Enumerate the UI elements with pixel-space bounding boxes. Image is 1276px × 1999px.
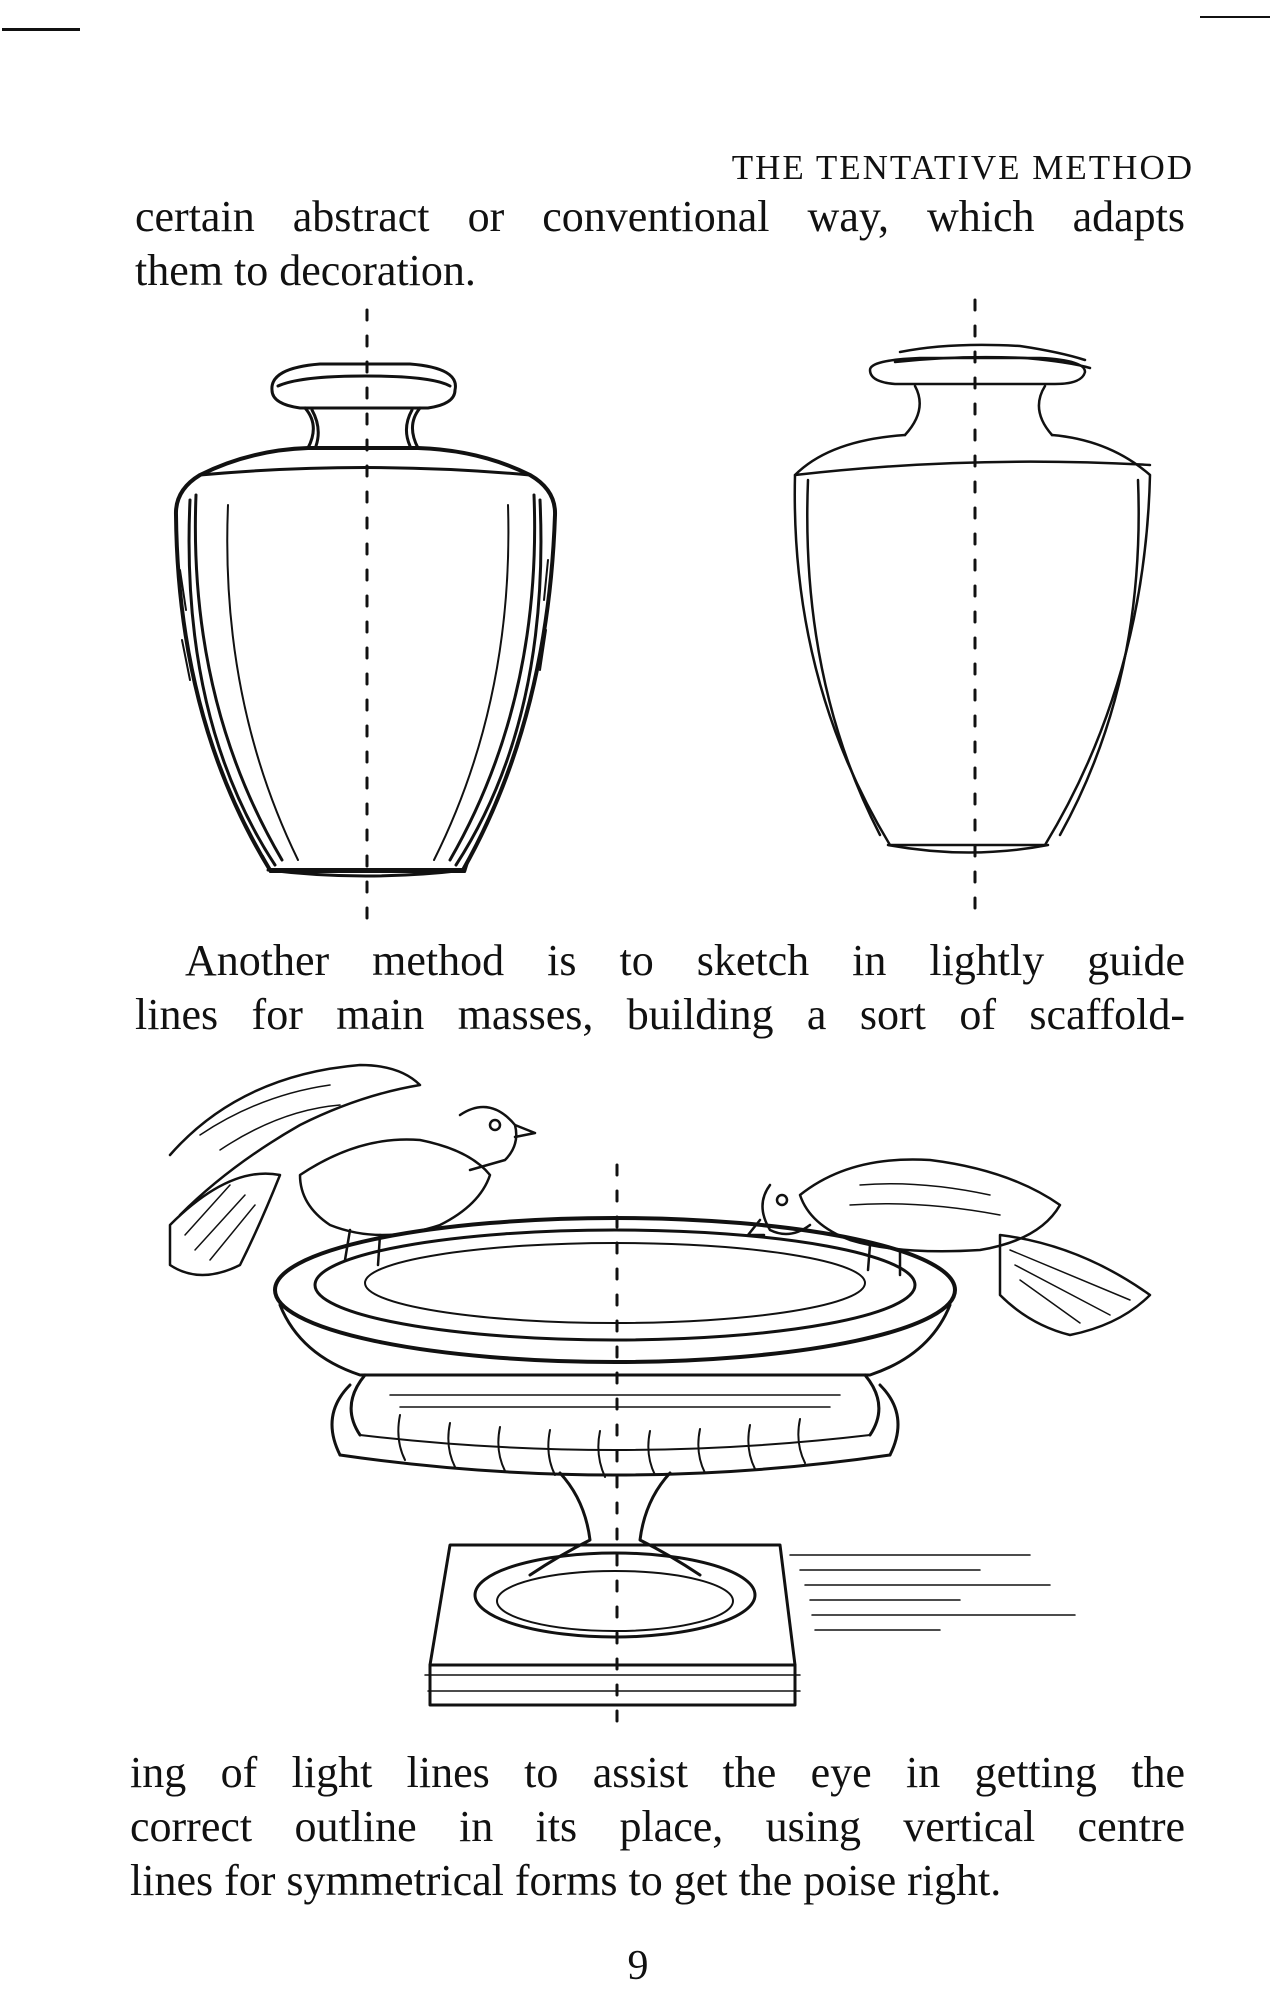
birdbath-bowl-illustration [275, 1218, 955, 1637]
paragraph-line: Another method is to sketch in lightly guide [185, 936, 1185, 985]
running-head: THE TENTATIVE METHOD [731, 148, 1194, 187]
paragraph-line: certain abstract or conventional way, which adapts [135, 192, 1185, 241]
left-vase-illustration [176, 364, 555, 876]
edge-mark-right [1200, 16, 1270, 18]
birdbath-figure [0, 1055, 1276, 1735]
vase-figure [0, 300, 1276, 920]
paragraph-line: lines for symmetrical forms to get the poise right. [130, 1856, 1002, 1905]
vase-centre-guides [367, 300, 975, 920]
edge-mark-left [2, 28, 80, 31]
right-vase-illustration [795, 345, 1150, 853]
paragraph-line: ing of light lines to assist the eye in getting the [130, 1748, 1185, 1797]
paragraph-line: them to decoration. [135, 246, 476, 295]
paragraph-line: correct outline in its place, using vertical centre [130, 1802, 1185, 1851]
paragraph-line: lines for main masses, building a sort of scaffold- [135, 990, 1185, 1039]
page-number: 9 [627, 1943, 649, 1989]
